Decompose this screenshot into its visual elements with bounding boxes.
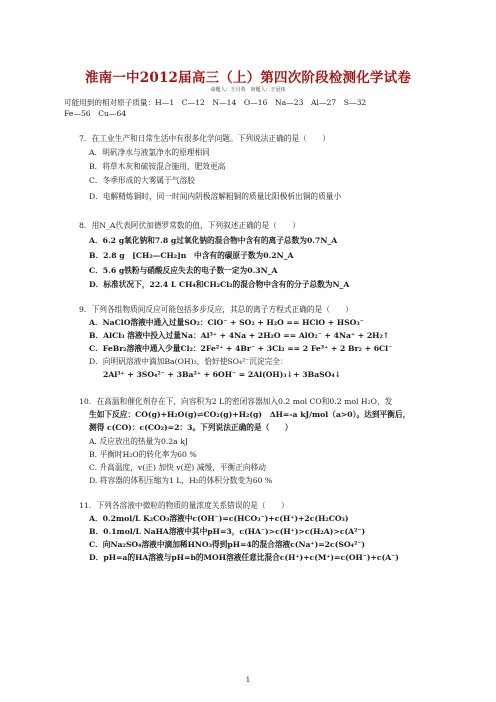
q10-option-b: B. 平衡时H₂O的转化率为60 % <box>89 450 197 459</box>
q8-stem: 8．用N_A代表阿伏加德罗常数的值，下列叙述正确的是（ ） <box>79 221 300 230</box>
q9-option-d-line-1: D．向明矾溶液中滴加Ba(OH)₂，恰好使SO₄²⁻沉淀完全： <box>89 357 288 366</box>
q10-option-d: D. 将容器的体积压缩为1 L，H₂的体积分数变为60 % <box>89 476 273 485</box>
q10-stem-line-2: 生如下反应：CO(g)+H₂O(g)⇌CO₂(g)+H₂(g) ΔH=-a kJ/mol（a>0）。达到平衡后， <box>89 410 411 419</box>
q11-option-a: A．0.2mol/L K₂CO₃溶液中c(OH⁻)=c(HCO₃⁻)+c(H⁺)+2c(H₂CO₃) <box>89 514 349 523</box>
q11-option-c: C．向Na₂SO₄溶液中滴加稀HNO₃得到pH=4的混合溶液c(Na⁺)=2c(SO₄²⁻) <box>89 540 366 549</box>
q8-option-d: D．标准状况下，22.4 L CH₄和CH₂Cl₂的混合物中含有的分子总数为N_A <box>89 280 350 289</box>
q11-option-b: B．0.1mol/L NaHA溶液中其中pH=3，c(HA⁻)>c(H⁺)>c(H₂A)>c(A²⁻) <box>89 527 366 536</box>
q11-option-d: D．pH=a的HA溶液与pH=b的MOH溶液任意比混合c(H⁺)+c(M⁺)=c(OH⁻)+c(A⁻) <box>89 553 399 562</box>
q9-option-a: A．NaClO溶液中通入过量SO₂：ClO⁻ + SO₂ + H₂O == HClO + HSO₃⁻ <box>89 318 364 327</box>
q11-stem: 11．下列各溶液中微粒的物质的量浓度关系错误的是（ ） <box>79 501 289 510</box>
q7-stem: 7．在工业生产和日常生活中有很多化学问题。下列说法正确的是（ ） <box>79 134 330 143</box>
page-title: 淮南一中2012届高三（上）第四次阶段检测化学试卷 <box>84 70 412 86</box>
q9-option-d-line-2: 2Al³⁺ + 3SO₄²⁻ + 3Ba²⁺ + 6OH⁻ = 2Al(OH)₃↓+ 3BaSO₄↓ <box>103 370 342 379</box>
page-number: 1 <box>245 676 251 684</box>
q9-stem: 9．下列各组物质间反应可能包括多步反应，其总的离子方程式正确的是（ ） <box>79 305 353 314</box>
q10-stem-line-3: 测得 c(CO)：c(CO₂)=2：3。下列说法正确的是（ ） <box>89 423 293 432</box>
q10-stem-line-1: 10．在高温和催化剂存在下，向容积为2 L的密闭容器加入0.2 mol CO和0.2 mol H₂O，发 <box>79 397 393 406</box>
q9-option-c: C．FeBr₂溶液中通入少量Cl₂：2Fe²⁺ + 4Br⁻ + 3Cl₂ == 2 Fe³⁺ + 2 Br₂ + 6Cl⁻ <box>89 344 393 353</box>
q9-option-b: B．AlCl₃ 溶液中投入过量Na：Al³⁺ + 4Na + 2H₂O == AlO₂⁻ + 4Na⁺ + 2H₂↑ <box>89 331 390 340</box>
q8-option-c: C．5.6 g铁粉与硝酸反应失去的电子数一定为0.3N_A <box>89 266 278 275</box>
q8-option-b: B．2.8 g [CH₂—CH₂]n 中含有的碳原子数为0.2N_A <box>89 251 294 260</box>
q7-option-b: B．将草木灰和硫铵混合施用，肥效更高 <box>89 162 226 171</box>
authors-line: 命题人：王月英 审题人：王冠伟 <box>210 87 286 93</box>
atomic-masses-line-2: Fe—56 Cu—64 <box>64 109 127 118</box>
q8-option-a: A．6.2 g氧化钠和7.8 g过氧化钠的混合物中含有的离子总数为0.7N_A <box>89 236 338 245</box>
q7-option-a: A．明矾净水与液氯净水的原理相同 <box>89 148 210 157</box>
q10-option-a: A. 反应放出的热量为0.2a kJ <box>89 437 188 446</box>
q7-option-d: D．电解精炼铜时，同一时间内阴极溶解粗铜的质量比阳极析出铜的质量小 <box>89 192 342 201</box>
q7-option-c: C．冬季形成的大雾属于气溶胶 <box>89 176 195 185</box>
q10-option-c: C. 升高温度，v(正) 加快 v(逆) 减慢，平衡正向移动 <box>89 463 266 472</box>
atomic-masses-line-1: 可能用到的相对原子质量：H—1 C—12 N—14 O—16 Na—23 Al—27 S—32 <box>64 98 367 107</box>
